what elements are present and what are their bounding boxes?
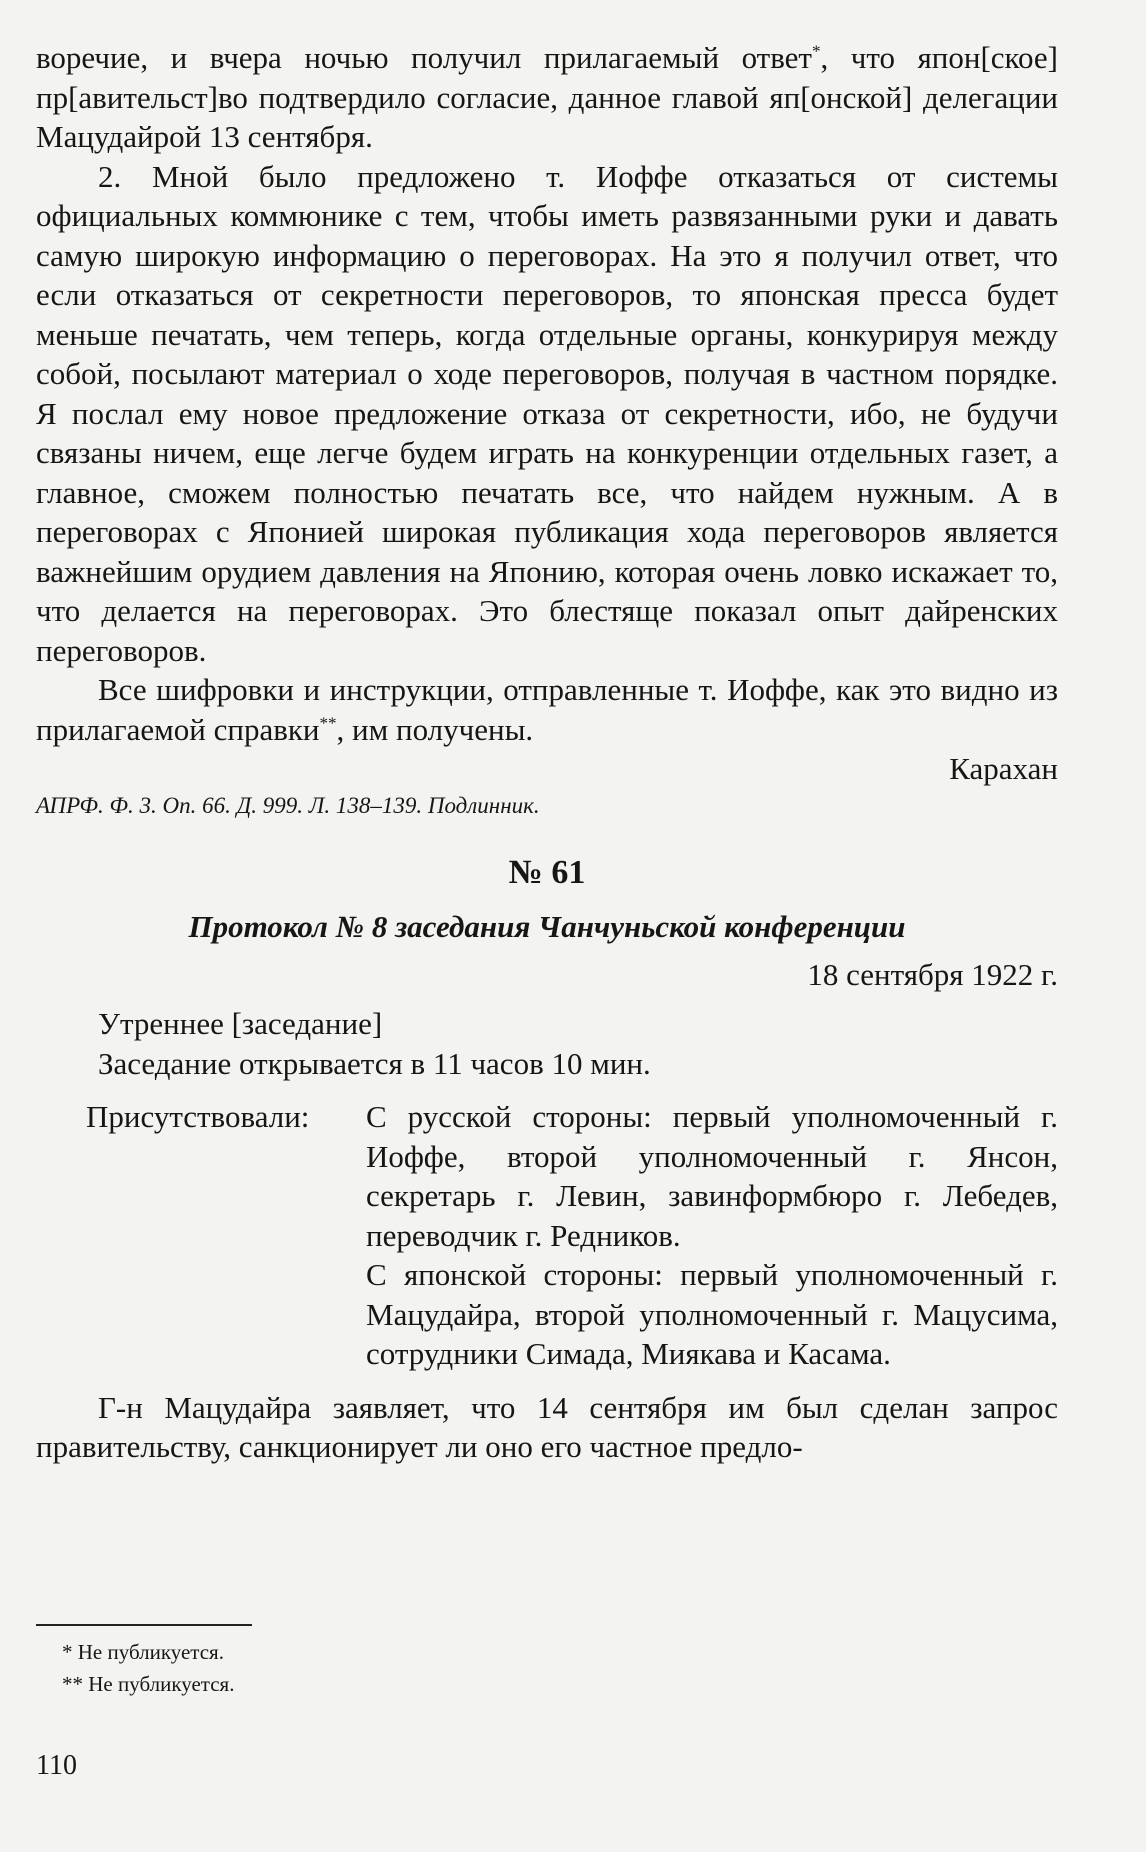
document-date: 18 сентября 1922 г.	[807, 956, 1058, 992]
page-content	[36, 38, 1058, 1467]
signature: Карахан	[949, 751, 1058, 786]
footnotes	[62, 1636, 662, 1700]
closing-paragraph: Г-н Мацудайра заявляет, что 14 сентября им был сделан запрос правительству, санкционирует ли оно его частное предло-	[36, 1389, 1058, 1464]
intro-paragraph: воречие, и вчера ночью получил прилагаемый ответ*, что япон[ское] пр[авительст]во подтвердило согласие, данное главой яп[онской] делегации Мацудайрой 13 сентября.	[36, 40, 1058, 154]
session-opening: Заседание открывается в 11 часов 10 мин.	[98, 1045, 651, 1081]
footnote-1: * Не публикуется.	[62, 1640, 224, 1664]
document-title: Протокол № 8 заседания Чанчуньской конференции	[188, 908, 906, 944]
document-number: № 61	[508, 853, 586, 891]
attendance-label: Присутствовали:	[86, 1099, 310, 1134]
footnote-divider	[36, 1624, 252, 1626]
attendance-block	[36, 1097, 1058, 1374]
paragraph-2: 2. Мной было предложено т. Иоффе отказаться от системы официальных коммюнике с тем, чтобы иметь развязанными руки и давать самую широкую информацию о переговорах. На это я получил ответ, что если отказаться от секретности переговоров, то японская пресса будет меньше печатать, чем теперь, когда отдельные органы, конкурируя между собой, посылают материал о ходе переговоров, получая в частном порядке. Я послал ему новое предложение отказа от секретности, ибо, не будучи связаны ничем, еще легче будем играть на конкуренции отдельных газет, а главное, сможем полностью печатать все, что найдем нужным. А в переговорах с Японией широкая публикация хода переговоров является важнейшим орудием давления на Японию, которая очень ловко искажает то, что делается на переговорах. Это блестяще показал опыт дайренских переговоров.	[36, 158, 1058, 668]
session-label: Утреннее [заседание]	[98, 1006, 383, 1041]
attendance-japanese: С японской стороны: первый уполномоченный г. Мацудайра, второй уполномоченный г. Мацусима, сотрудники Симада, Миякава и Касама.	[366, 1257, 1058, 1371]
archive-reference: АПРФ. Ф. 3. Оп. 66. Д. 999. Л. 138–139. Подлинник.	[36, 792, 540, 818]
attendance-list	[366, 1097, 1058, 1374]
page-number: 110	[36, 1750, 77, 1781]
footnote-2: ** Не публикуется.	[62, 1672, 235, 1696]
paragraph-3: Все шифровки и инструкции, отправленные т. Иоффе, как это видно из прилагаемой справки**, им получены.	[36, 672, 1058, 747]
attendance-russian: С русской стороны: первый уполномоченный г. Иоффе, второй уполномоченный г. Янсон, секретарь г. Левин, завинформбюро г. Лебедев, переводчик г. Редников.	[366, 1099, 1058, 1253]
